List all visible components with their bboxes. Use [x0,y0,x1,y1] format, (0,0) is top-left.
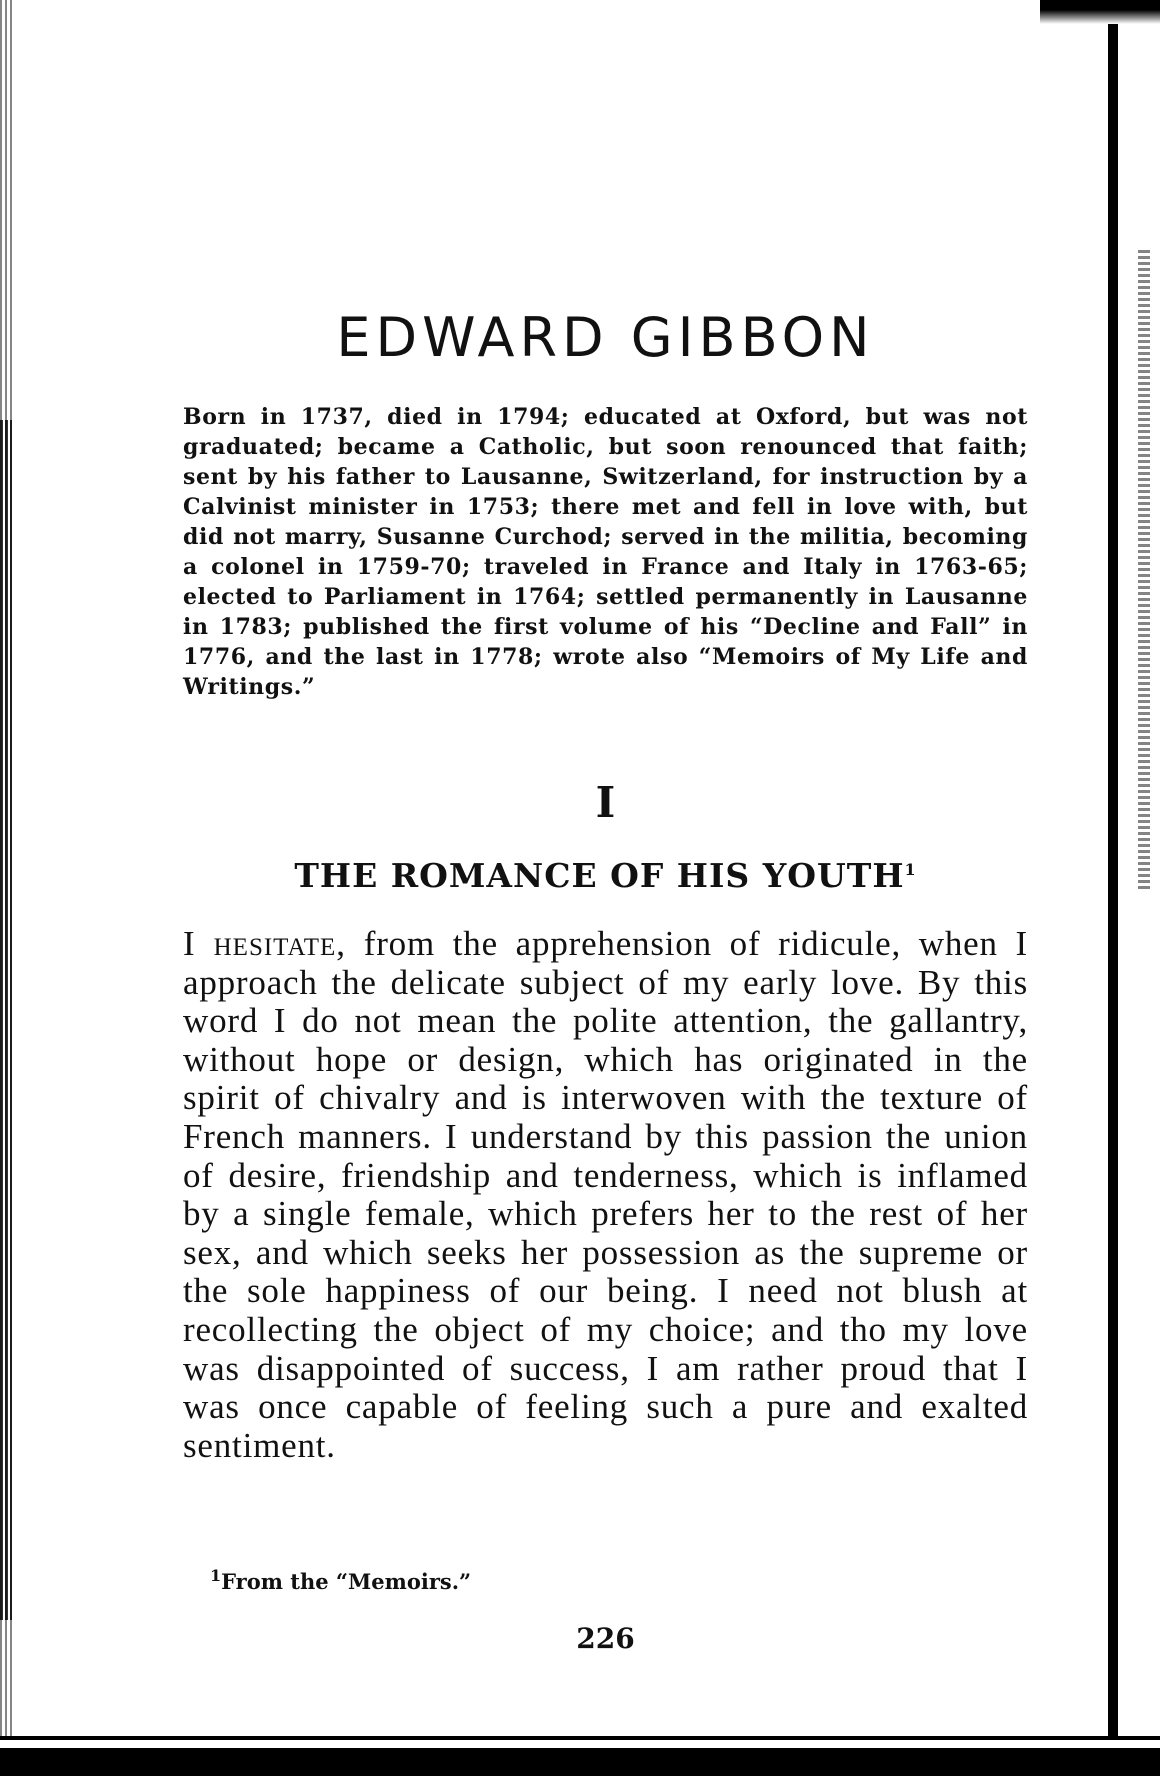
page-edge-bottom-gap [0,1740,1160,1748]
page-title: EDWARD GIBBON [336,306,875,369]
body-lead-word: I hesitate, [183,924,347,963]
body-paragraph [183,925,1028,1465]
page-number: 226 [576,1622,635,1655]
section-numeral: I [595,778,616,827]
footnote-marker: 1 [210,1566,222,1585]
body-text: from the apprehension of ridicule, when I approach the delicate subject of my early love. By this word I do not mean the polite attention, the gallantry, without hope or design, which has originated in the spirit of chivalry and is interwoven with the texture of French manners. I understand by this passion the union of desire, friendship and tenderness, which is inflamed by a single female, which prefers her to the rest of her sex, and which seeks her possession as the supreme or the sole happiness of our being. I need not blush at recollecting the object of my choice; and tho my love was disappointed of success, I am rather proud that I was once capable of feeling such a pure and exalted sentiment. [183,924,1028,1465]
section-title [183,856,1028,895]
biography-paragraph: Born in 1737, died in 1794; educated at Oxford, but was not graduated; became a Catholic, but soon renounced that faith; sent by his father to Lausanne, Switzerland, for instruction by a Calvinist minister in 1753; there met and fell in love with, but did not marry, Susanne Curchod; served in the militia, becoming a colonel in 1759-70; traveled in France and Italy in 1763-65; elected to Parliament in 1764; settled permanently in Lausanne in 1783; published the first volume of his “Decline and Fall” in 1776, and the last in 1778; wrote also “Memoirs of My Life and Writings.” [183,404,1028,700]
section-title-text: THE ROMANCE OF HIS YOUTH [294,856,905,895]
page-edge-top-right [1040,0,1160,24]
page-edge-right [1108,24,1118,1744]
footnote-reference: 1 [904,860,917,879]
footnote [210,1566,471,1594]
footnote-text: From the “Memoirs.” [221,1569,472,1594]
page-edge-right-texture [1138,250,1150,890]
binding-edge-left-shadow [0,420,12,1620]
